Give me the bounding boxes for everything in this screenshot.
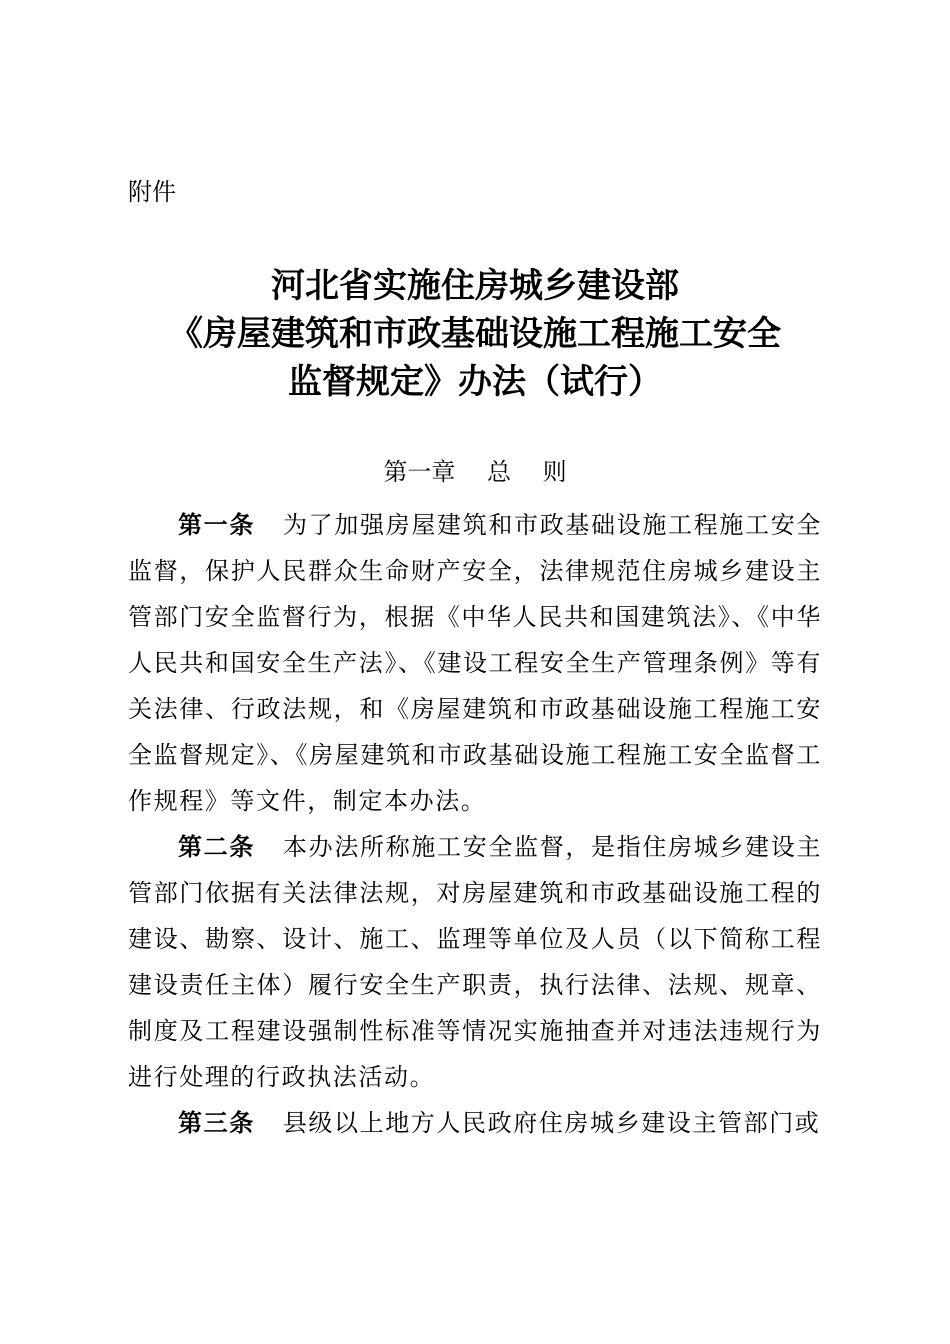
article-1 (128, 502, 822, 824)
article-text: 本办法所称施工安全监督，是指住房城乡建设主管部门依据有关法律法规，对房屋建筑和市政基础设施工程的建设、勘察、设计、施工、监理等单位及人员（以下简称工程建设责任主体）履行安全生产职责，执行法律、法规、规章、制度及工程建设强制性标准等情况实施抽查并对违法违规行为进行处理的行政执法活动。 (128, 833, 822, 1091)
document-body (128, 502, 822, 1146)
article-label: 第三条 (178, 1109, 255, 1137)
document-title (0, 262, 950, 406)
title-line-1: 河北省实施住房城乡建设部 (271, 266, 679, 306)
article-text: 县级以上地方人民政府住房城乡建设主管部门或 (282, 1109, 821, 1137)
title-line-2: 《房屋建筑和市政基础设施工程施工安全 (169, 314, 781, 354)
article-label: 第一条 (178, 511, 256, 539)
article-label: 第二条 (178, 833, 256, 861)
attachment-label: 附件 (128, 178, 176, 206)
title-line-3: 监督规定》办法（试行） (288, 362, 662, 402)
chapter-heading: 第一章 总 则 (383, 458, 567, 486)
article-2 (128, 824, 822, 1100)
article-text: 为了加强房屋建筑和市政基础设施工程施工安全监督，保护人民群众生命财产安全，法律规范住房城乡建设主管部门安全监督行为，根据《中华人民共和国建筑法》、《中华人民共和国安全生产法》、《建设工程安全生产管理条例》等有关法律、行政法规，和《房屋建筑和市政基础设施工程施工安全监督规定》、《房屋建筑和市政基础设施工程施工安全监督工作规程》等文件，制定本办法。 (128, 511, 822, 815)
article-3 (128, 1100, 822, 1146)
